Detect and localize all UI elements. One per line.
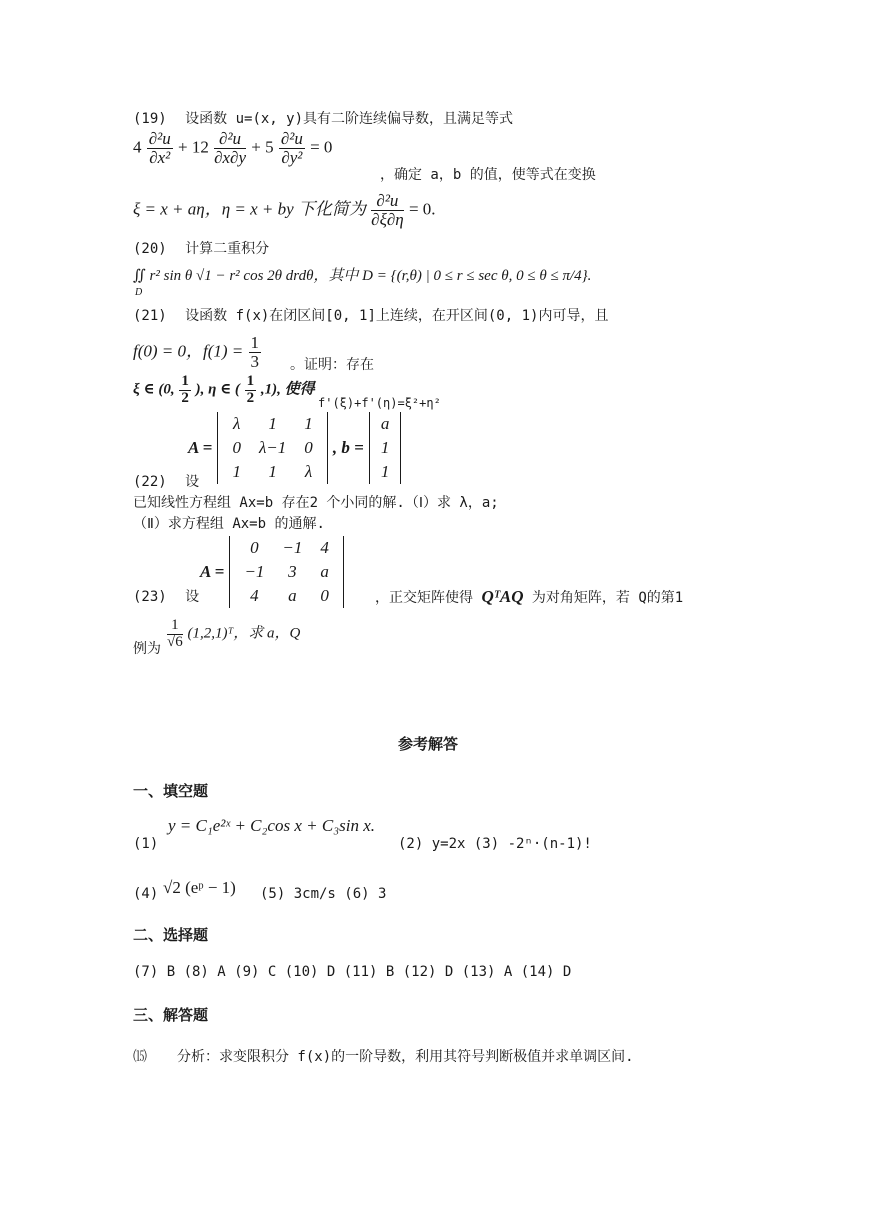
- q20-domain-sub: D: [135, 287, 143, 298]
- q19-rhs: = 0: [310, 137, 333, 157]
- q22-vector-b: [369, 412, 402, 484]
- q22-a-cell: 1: [232, 462, 241, 481]
- q21-exist-den1: 2: [181, 389, 189, 406]
- q23-a-cell: −1: [244, 562, 265, 581]
- q23-a-cell: 3: [288, 562, 297, 581]
- q19-text: [133, 108, 513, 128]
- q23-column: $\frac{1}{√6}$ (1,2,1)ᵀ，求 a，Q: [167, 617, 301, 650]
- q22-a-cell: 1: [304, 414, 313, 433]
- q21-exist-a: ξ ∈ (0,: [133, 381, 175, 398]
- q23-a-cell: 4: [250, 586, 259, 605]
- section-choice: 二、选择题: [133, 926, 209, 944]
- q22-b-cell: 1: [380, 438, 390, 457]
- q19-result: = 0.: [408, 199, 436, 219]
- q23-prefix: 例为: [133, 641, 161, 657]
- q23-matrix-block: [200, 536, 344, 608]
- q22-matrix-a: [217, 412, 327, 484]
- q21-exist-num2: 1: [246, 373, 255, 389]
- q21-cond-num: 1: [250, 333, 260, 352]
- q19-coef2: + 12: [178, 137, 209, 157]
- q19-d2u-4: ∂²u: [371, 192, 404, 211]
- answer4-label: (4): [133, 886, 159, 902]
- answer1-formula: y = C₁e²ˣ + C₂cos x + C₃sin x.: [168, 816, 375, 835]
- q19-d2u-2: ∂²u: [214, 130, 246, 149]
- q21-label: (21): [133, 308, 167, 324]
- q23-col: (1,2,1)ᵀ，求 a，Q: [187, 625, 301, 642]
- answer4-formula: √2 (eᵖ − 1): [163, 878, 236, 897]
- q21-exist-num1: 1: [181, 373, 189, 389]
- q22-b-label: , b =: [332, 438, 364, 457]
- q23-a-cell: 4: [320, 538, 329, 557]
- q22-body: 设: [185, 474, 200, 490]
- q19-dxideta: ∂ξ∂η: [371, 209, 404, 229]
- q19-after-eq: ，确定 a，b 的值，使等式在变换: [380, 167, 596, 183]
- answer-title: 参考解答: [398, 735, 459, 753]
- q19-coef1: 4: [133, 137, 142, 157]
- section-fill-blank: 一、填空题: [133, 782, 209, 800]
- q23-qaq: QᵀAQ: [481, 587, 524, 606]
- q22-line1: 已知线性方程组 Ax=b 存在2 个小同的解.（Ⅰ）求 λ，a;: [133, 495, 499, 511]
- answer1-label: (1): [133, 836, 159, 852]
- q23-mid-text: ，正交矩阵使得: [375, 590, 473, 606]
- q23-a-cell: −1: [282, 538, 303, 557]
- q19-d2u-1: ∂²u: [148, 129, 171, 148]
- q20-text: [133, 238, 269, 258]
- answer5-6: (5) 3cm/s (6) 3: [260, 886, 387, 902]
- q22-a-cell: λ: [304, 462, 313, 481]
- q22-matrices: [188, 412, 401, 484]
- q23-mid: [375, 587, 683, 607]
- answer2-3: (2) y=2x (3) -2ⁿ·(n-1)!: [398, 836, 592, 852]
- q23-body: 设: [185, 589, 200, 605]
- q22-label: (22): [133, 474, 167, 490]
- q21-body: 设函数 f(x)在闭区间[0, 1]上连续，在开区间(0, 1)内可导，且: [185, 308, 609, 324]
- q21-exist: [133, 374, 315, 407]
- q22-a-cell: 1: [268, 414, 277, 433]
- q20-label: (20): [133, 241, 167, 257]
- q19-dy2: ∂y²: [281, 147, 303, 167]
- q21-condition: [133, 334, 262, 371]
- q21-exist-den2: 2: [246, 389, 255, 406]
- q23-a-cell: 0: [250, 538, 259, 557]
- q19-body: 设函数 u=(x, y)具有二阶连续偏导数，且满足等式: [185, 111, 514, 127]
- q23-a-cell: 0: [320, 586, 329, 605]
- q22-a-cell: λ: [233, 414, 241, 433]
- answer15-label: ⒂: [133, 1049, 147, 1065]
- q22-a-label: A =: [188, 438, 213, 457]
- q23-after: 为对角矩阵，若 Q的第1: [531, 590, 684, 606]
- choice-answers: (7) B (8) A (9) C (10) D (11) B (12) D (13) A (14) D: [133, 964, 572, 980]
- section-solve: 三、解答题: [133, 1006, 209, 1024]
- q19-dxdy: ∂x∂y: [214, 147, 246, 167]
- q22-line2: （Ⅱ）求方程组 Ax=b 的通解.: [133, 516, 325, 532]
- q19-dx2: ∂x²: [149, 147, 171, 167]
- q21-cond-text: f(0) = 0，f(1) =: [133, 341, 244, 361]
- q23-matrix-a: [229, 536, 343, 608]
- q23-label: (23): [133, 589, 167, 605]
- q22-b-cell: a: [380, 414, 390, 433]
- q21-text: [133, 305, 608, 325]
- q22-b-cell: 1: [380, 462, 390, 481]
- q21-equation: f'(ξ)+f'(η)=ξ²+η²: [318, 396, 441, 410]
- q21-prove: 。证明：存在: [290, 357, 374, 373]
- q23-a-cell: a: [288, 586, 297, 605]
- q19-equation: [133, 130, 332, 167]
- q22-a-cell: 1: [268, 462, 277, 481]
- q21-exist-b: ), η ∈ (: [195, 381, 240, 398]
- q19-label: (19): [133, 111, 167, 127]
- q20-body: 计算二重积分: [185, 241, 270, 257]
- q22-a-cell: 0: [304, 438, 313, 457]
- answer15-text: 分析：求变限积分 f(x)的一阶导数，利用其符号判断极值并求单调区间.: [177, 1049, 634, 1065]
- q21-exist-c: ,1), 使得: [260, 381, 315, 398]
- q22-a-cell: λ−1: [258, 438, 287, 457]
- q19-coef3: + 5: [251, 137, 274, 157]
- q19-d2u-3: ∂²u: [280, 129, 303, 148]
- q23-sqrt6: √6: [167, 633, 183, 650]
- q19-transform: [133, 192, 436, 229]
- q20-integral: ∬ r² sin θ √1 − r² cos 2θ drdθ，其中 D = {(r,θ) | 0 ≤ r ≤ sec θ, 0 ≤ θ ≤ π/4}.: [133, 268, 592, 284]
- q22-a-cell: 0: [232, 438, 241, 457]
- q23-a-label: A =: [200, 562, 225, 581]
- q22-text: [133, 471, 199, 491]
- q19-transform-text: ξ = x + aη，η = x + by 下化简为: [133, 199, 366, 219]
- q23-a-cell: a: [320, 562, 329, 581]
- q21-cond-den: 3: [250, 351, 260, 371]
- q23-text: [133, 586, 199, 606]
